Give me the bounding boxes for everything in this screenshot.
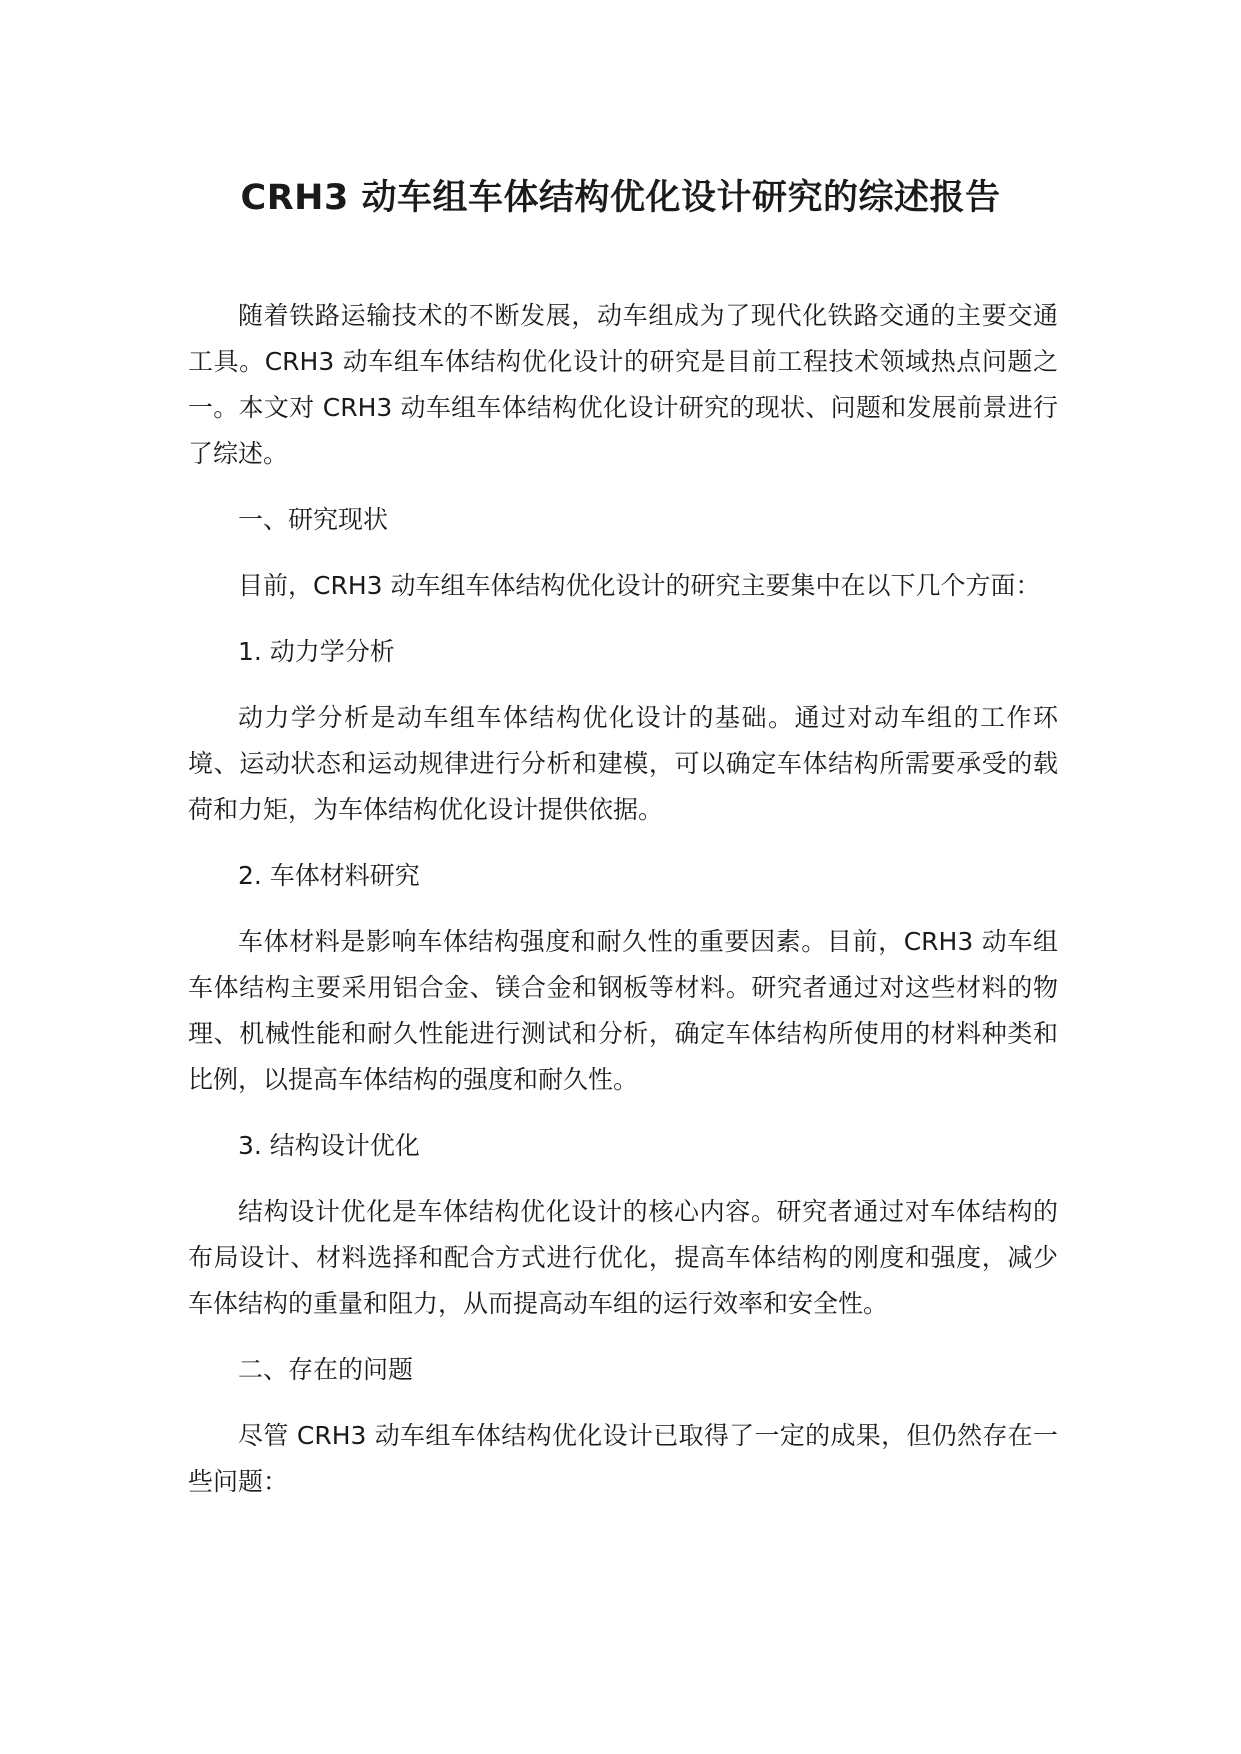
subheading-materials: 2. 车体材料研究 xyxy=(238,861,420,890)
subheading-dynamics: 1. 动力学分析 xyxy=(238,637,395,666)
dynamics-paragraph: 动力学分析是动车组车体结构优化设计的基础。通过对动车组的工作环境、运动状态和运动规律进行分析和建模，可以确定车体结构所需要承受的载荷和力矩，为车体结构优化设计提供依据。 xyxy=(188,703,1058,824)
status-intro-paragraph: 目前，CRH3 动车组车体结构优化设计的研究主要集中在以下几个方面： xyxy=(238,571,1041,600)
intro-paragraph: 随着铁路运输技术的不断发展，动车组成为了现代化铁路交通的主要交通工具。CRH3 动车组车体结构优化设计的研究是目前工程技术领域热点问题之一。本文对 CRH3 动车组车体结构优化设计研究的现状、问题和发展前景进行了综述。 xyxy=(188,301,1058,468)
materials-paragraph: 车体材料是影响车体结构强度和耐久性的重要因素。目前，CRH3 动车组车体结构主要采用铝合金、镁合金和钢板等材料。研究者通过对这些材料的物理、机械性能和耐久性能进行测试和分析，确定车体结构所使用的材料种类和比例，以提高车体结构的强度和耐久性。 xyxy=(188,927,1058,1094)
section-heading-status: 一、研究现状 xyxy=(238,505,389,534)
document-title: CRH3 动车组车体结构优化设计研究的综述报告 xyxy=(240,178,1001,218)
problems-paragraph: 尽管 CRH3 动车组车体结构优化设计已取得了一定的成果，但仍然存在一些问题： xyxy=(188,1421,1058,1496)
structure-paragraph: 结构设计优化是车体结构优化设计的核心内容。研究者通过对车体结构的布局设计、材料选择和配合方式进行优化，提高车体结构的刚度和强度，减少车体结构的重量和阻力，从而提高动车组的运行效率和安全性。 xyxy=(188,1197,1058,1318)
subheading-structure: 3. 结构设计优化 xyxy=(238,1131,420,1160)
document-body xyxy=(188,293,1058,1525)
section-heading-problems: 二、存在的问题 xyxy=(238,1355,414,1384)
